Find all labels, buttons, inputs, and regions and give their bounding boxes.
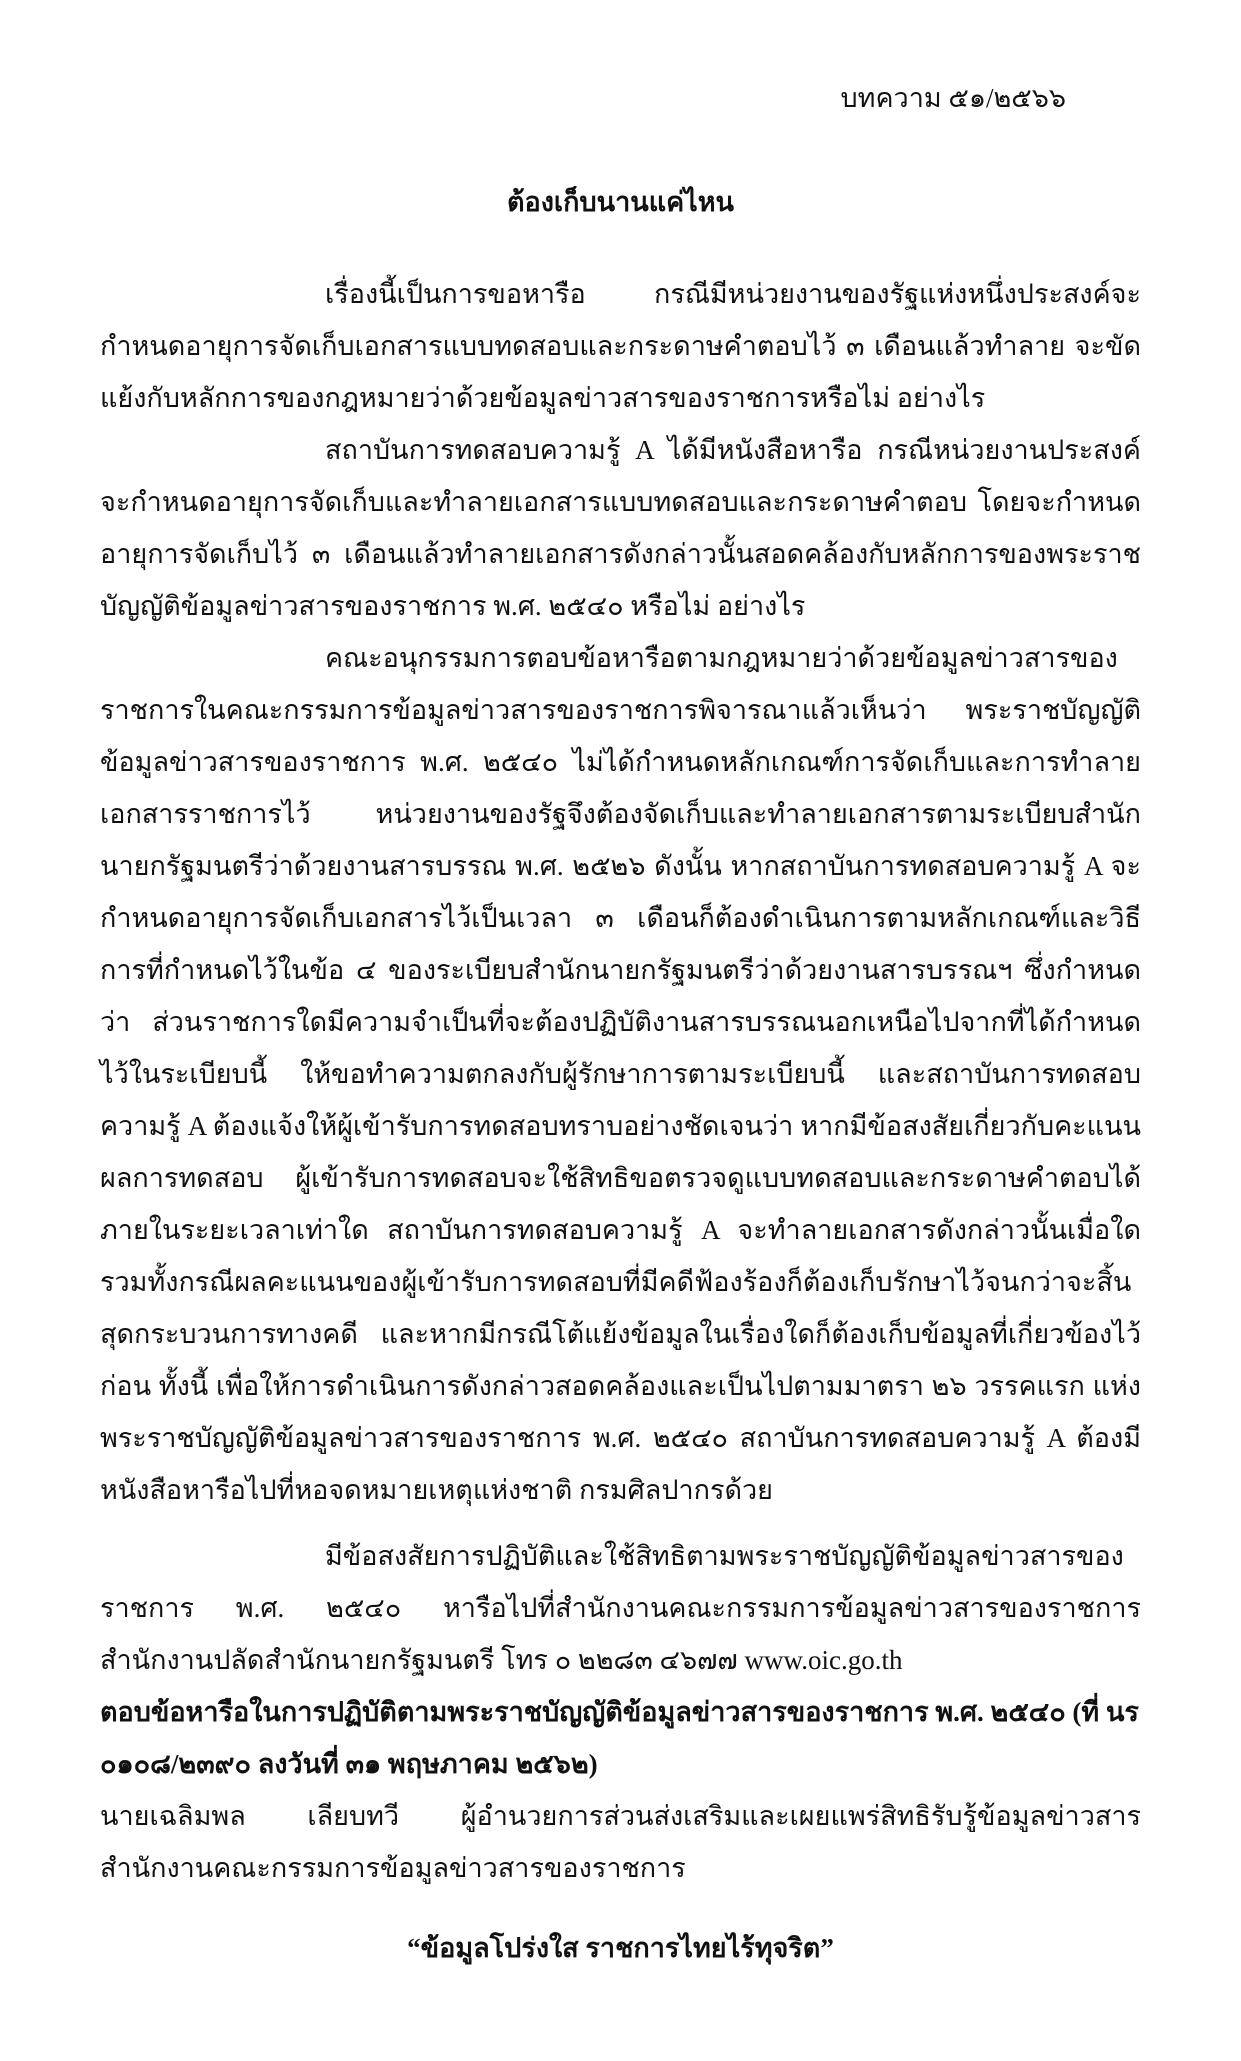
- reference-line: ตอบข้อหารือในการปฏิบัติตามพระราชบัญญัติข้อมูลข่าวสารของราชการ พ.ศ. ๒๕๔๐ (ที่ นร ๐๑๐๘/๒๓๙๐ ลงวันที่ ๓๑ พฤษภาคม ๒๕๖๒): [100, 1697, 1139, 1779]
- author-line: นายเฉลิมพล เลียบทวี ผู้อำนวยการส่วนส่งเสริมและเผยแพร่สิทธิรับรู้ข้อมูลข่าวสาร สำนักงานคณะกรรมการข้อมูลข่าวสารของราชการ: [100, 1801, 1141, 1883]
- paragraph-committee-opinion: คณะอนุกรรมการตอบข้อหารือตามกฎหมายว่าด้วยข้อมูลข่าวสารของราชการในคณะกรรมการข้อมูลข่าวสารของราชการพิจารณาแล้วเห็นว่า พระราชบัญญัติข้อมูลข่าวสารของราชการ พ.ศ. ๒๕๔๐ ไม่ได้กำหนดหลักเกณฑ์การจัดเก็บและการทำลายเอกสารราชการไว้ หน่วยงานของรัฐจึงต้องจัดเก็บและทำลายเอกสารตามระเบียบสำนักนายกรัฐมนตรีว่าด้วยงานสารบรรณ พ.ศ. ๒๕๒๖ ดังนั้น หากสถาบันการทดสอบความรู้ A จะกำหนดอายุการจัดเก็บเอกสารไว้เป็นเวลา ๓ เดือนก็ต้องดำเนินการตามหลักเกณฑ์และวิธีการที่กำหนดไว้ในข้อ ๔ ของระเบียบสำนักนายกรัฐมนตรีว่าด้วยงานสารบรรณฯ ซึ่งกำหนดว่า ส่วนราชการใดมีความจำเป็นที่จะต้องปฏิบัติงานสารบรรณนอกเหนือไปจากที่ได้กำหนดไว้ในระเบียบนี้ ให้ขอทำความตกลงกับผู้รักษาการตามระเบียบนี้ และสถาบันการทดสอบความรู้ A ต้องแจ้งให้ผู้เข้ารับการทดสอบทราบอย่างชัดเจนว่า หากมีข้อสงสัยเกี่ยวกับคะแนนผลการทดสอบ ผู้เข้ารับการทดสอบจะใช้สิทธิขอตรวจดูแบบทดสอบและกระดาษคำตอบได้ภายในระยะเวลาเท่าใด สถาบันการทดสอบความรู้ A จะทำลายเอกสารดังกล่าวนั้นเมื่อใด รวมทั้งกรณีผลคะแนนของผู้เข้ารับการทดสอบที่มีคดีฟ้องร้องก็ต้องเก็บรักษาไว้จนกว่าจะสิ้นสุดกระบวนการทางคดี และหากมีกรณีโต้แย้งข้อมูลในเรื่องใดก็ต้องเก็บข้อมูลที่เกี่ยวข้องไว้ก่อน ทั้งนี้ เพื่อให้การดำเนินการดังกล่าวสอดคล้องและเป็นไปตามมาตรา ๒๖ วรรคแรก แห่งพระราชบัญญัติข้อมูลข่าวสารของราชการ พ.ศ. ๒๕๔๐ สถาบันการทดสอบความรู้ A ต้องมีหนังสือหารือไปที่หอจดหมายเหตุแห่งชาติ กรมศิลปากรด้วย: [100, 643, 1141, 1505]
- paragraph-question: เรื่องนี้เป็นการขอหารือ กรณีมีหน่วยงานของรัฐแห่งหนึ่งประสงค์จะกำหนดอายุการจัดเก็บเอกสารแบบทดสอบและกระดาษคำตอบไว้ ๓ เดือนแล้วทำลาย จะขัดแย้งกับหลักการของกฎหมายว่าด้วยข้อมูลข่าวสารของราชการหรือไม่ อย่างไร: [100, 279, 1141, 413]
- paragraph-contact: มีข้อสงสัยการปฏิบัติและใช้สิทธิตามพระราชบัญญัติข้อมูลข่าวสารของราชการ พ.ศ. ๒๕๔๐ หารือไปที่สำนักงานคณะกรรมการข้อมูลข่าวสารของราชการ สำนักงานปลัดสำนักนายกรัฐมนตรี โทร ๐ ๒๒๘๓ ๔๖๗๗ www.oic.go.th: [100, 1541, 1141, 1675]
- doc-number: บทความ ๕๑/๒๕๖๖: [840, 83, 1066, 113]
- page-title: ต้องเก็บนานแค่ไหน: [506, 187, 735, 217]
- closing-quote: “ข้อมูลโปร่งใส ราชการไทยไร้ทุจริต”: [407, 1933, 834, 1963]
- paragraph-background: สถาบันการทดสอบความรู้ A ได้มีหนังสือหารือ กรณีหน่วยงานประสงค์จะกำหนดอายุการจัดเก็บและทำลายเอกสารแบบทดสอบและกระดาษคำตอบ โดยจะกำหนดอายุการจัดเก็บไว้ ๓ เดือนแล้วทำลายเอกสารดังกล่าวนั้นสอดคล้องกับหลักการของพระราชบัญญัติข้อมูลข่าวสารของราชการ พ.ศ. ๒๕๔๐ หรือไม่ อย่างไร: [100, 435, 1141, 621]
